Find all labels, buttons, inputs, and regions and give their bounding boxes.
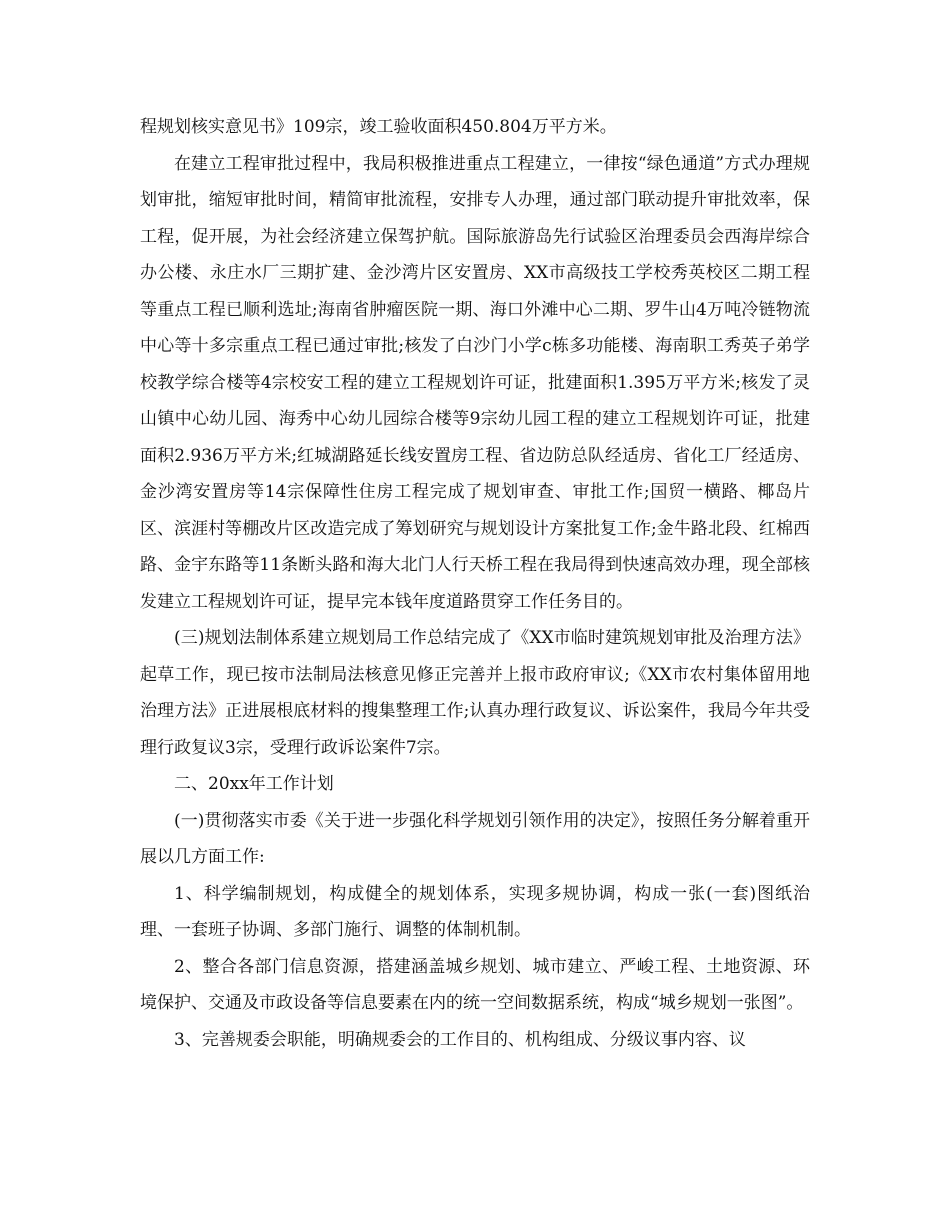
paragraph-2: 在建立工程审批过程中，我局积极推进重点工程建立，一律按“绿色通道”方式办理规划审批，缩短审批时间，精简审批流程，安排专人办理，通过部门联动提升审批效率，保工程，促开展，为社会经济建立保驾护航。国际旅游岛先行试验区治理委员会西海岸综合办公楼、永庄水厂三期扩建、金沙湾片区安置房、XX市高级技工学校秀英校区二期工程等重点工程已顺利选址;海南省肿瘤医院一期、海口外滩中心二期、罗牛山4万吨冷链物流中心等十多宗重点工程已通过审批;核发了白沙门小学c栋多功能楼、海南职工秀英子弟学校教学综合楼等4宗校安工程的建立工程规划许可证，批建面积1.395万平方米;核发了灵山镇中心幼儿园、海秀中心幼儿园综合楼等9宗幼儿园工程的建立工程规划许可证，批建面积2.936万平方米;红城湖路延长线安置房工程、省边防总队经适房、省化工厂经适房、金沙湾安置房等14宗保障性住房工程完成了规划审查、审批工作;国贸一横路、椰岛片区、滨涯村等棚改片区改造完成了筹划研究与规划设计方案批复工作;金牛路北段、红棉西路、金宇东路等11条断头路和海大北门人行天桥工程在我局得到快速高效办理，现全部核发建立工程规划许可证，提早完本钱年度道路贯穿工作任务目的。 [140,153,810,612]
section-heading: 二、20xx年工作计划 [174,774,334,794]
paragraph-1: 程规划核实意见书》109宗，竣工验收面积450.804万平方米。 [140,117,617,137]
document-body [140,109,810,1058]
list-item-1: 1、科学编制规划，构成健全的规划体系，实现多规协调，构成一张(一套)图纸治理、一套班子协调、多部门施行、调整的体制机制。 [140,883,810,940]
paragraph-3: (三)规划法制体系建立规划局工作总结完成了《XX市临时建筑规划审批及治理方法》起草工作，现已按市法制局法核意见修正完善并上报市政府审议;《XX市农村集体留用地治理方法》正进展根底材料的搜集整理工作;认真办理行政复议、诉讼案件，我局今年共受理行政复议3宗，受理行政诉讼案件7宗。 [140,628,810,758]
paragraph-5: (一)贯彻落实市委《关于进一步强化科学规划引领作用的决定》，按照任务分解着重开展以几方面工作: [140,810,810,867]
list-item-3: 3、完善规委会职能，明确规委会的工作目的、机构组成、分级议事内容、议 [174,1029,746,1050]
list-item-2: 2、整合各部门信息资源，搭建涵盖城乡规划、城市建立、严峻工程、土地资源、环境保护、交通及市政设备等信息要素在内的统一空间数据系统，构成“城乡规划一张图”。 [140,956,810,1013]
